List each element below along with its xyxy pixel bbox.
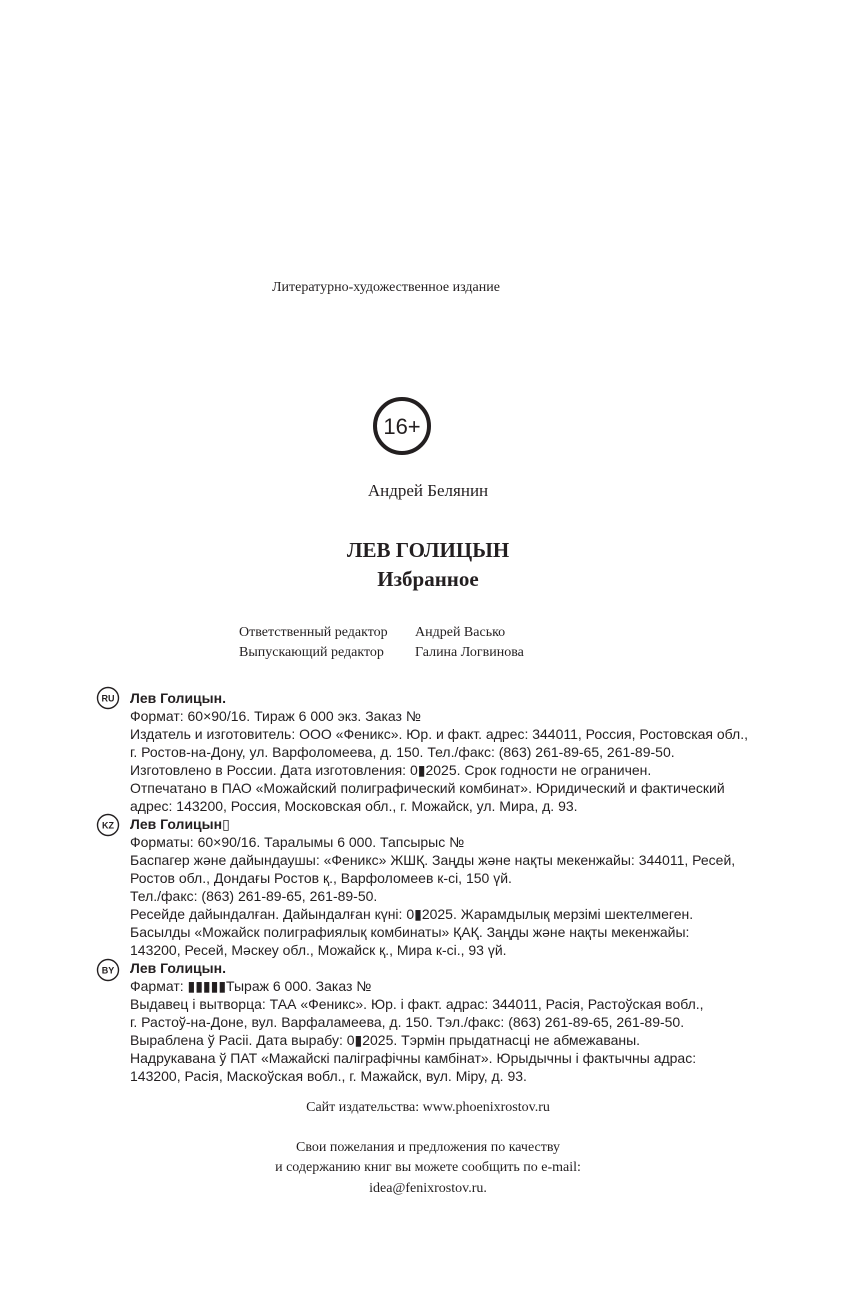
author-name: Андрей Белянин bbox=[367, 481, 489, 500]
age-rating-text: 16+ bbox=[383, 414, 421, 439]
imprint-line: Отпечатано в ПАО «Можайский полиграфический комбинат». Юридический и фактический bbox=[130, 780, 725, 796]
imprint-line: Выраблена ў Расіі. Дата вырабу: 0▮2025. Тэрмін прыдатнасці не абмежаваны. bbox=[130, 1032, 641, 1048]
imprint-line: Ресейде дайындалған. Дайындалған күні: 0▮2025. Жарамдылық мерзімі шектелмеген. bbox=[130, 906, 694, 922]
imprint-line: Формат: 60×90/16. Тираж 6 000 экз. Заказ № bbox=[130, 708, 421, 724]
imprint-line: г. Ростов-на-Дону, ул. Варфоломеева, д. 150. Тел./факс: (863) 261-89-65, 261-89-50. bbox=[130, 744, 675, 760]
imprint-line: 143200, Ресей, Мәскеу обл., Можайск қ., Мира к-сі., 93 үй. bbox=[130, 942, 507, 958]
imprint-kz bbox=[130, 815, 735, 959]
imprint-line: Басылды «Можайск полиграфиялық комбинаты» ҚАҚ. Заңды және нақты мекенжайы: bbox=[130, 924, 690, 940]
imprint-line: Ростов обл., Дондағы Ростов қ., Варфоломеев к-сі, 150 үй. bbox=[130, 870, 512, 886]
imprint-line: Издатель и изготовитель: ООО «Феникс». Юр. и факт. адрес: 344011, Россия, Ростовская обл., bbox=[130, 726, 749, 742]
book-title: ЛЕВ ГОЛИЦЫН bbox=[346, 538, 510, 562]
imprint-heading: Лев Голицын. bbox=[130, 960, 226, 976]
imprint-line: г. Растоў-на-Доне, вул. Варфаламеева, д. 150. Тэл./факс: (863) 261-89-65, 261-89-50. bbox=[130, 1014, 685, 1030]
age-rating-icon bbox=[372, 396, 432, 456]
editor-role: Выпускающий редактор bbox=[239, 645, 384, 660]
genre-label: Литературно-художественное издание bbox=[272, 280, 500, 295]
kz-badge-text: KZ bbox=[102, 820, 114, 831]
by-badge-icon bbox=[96, 958, 120, 982]
editor-name: Галина Логвинова bbox=[415, 645, 524, 660]
imprint-line: Надрукавана ў ПАТ «Мажайскі паліграфічны камбінат». Юрыдычны і фактычны адрас: bbox=[130, 1050, 697, 1066]
imprint-heading: Лев Голицын▯ bbox=[130, 816, 230, 832]
editor-row bbox=[239, 625, 505, 641]
imprint-by bbox=[130, 959, 704, 1085]
editor-name: Андрей Васько bbox=[415, 625, 506, 640]
by-badge bbox=[96, 958, 120, 982]
age-rating-badge bbox=[372, 396, 432, 456]
imprint-line: 143200, Расія, Маскоўская вобл., г. Мажайск, вул. Міру, д. 93. bbox=[130, 1068, 527, 1084]
ru-badge bbox=[96, 686, 120, 710]
imprint-line: адрес: 143200, Россия, Московская обл., г. Можайск, ул. Мира, д. 93. bbox=[130, 798, 578, 814]
ru-badge-icon bbox=[96, 686, 120, 710]
kz-badge-icon bbox=[96, 813, 120, 837]
imprint-ru bbox=[130, 689, 748, 815]
imprint-line: Баспагер және дайындаушы: «Феникс» ЖШҚ. Заңды және нақты мекенжайы: 344011, Ресей, bbox=[130, 852, 736, 868]
book-subtitle: Избранное bbox=[377, 567, 479, 591]
kz-badge bbox=[96, 813, 120, 837]
imprint-line: Форматы: 60×90/16. Таралымы 6 000. Тапсырыс № bbox=[130, 834, 465, 850]
imprint-line: Изготовлено в России. Дата изготовления: 0▮2025. Срок годности не ограничен. bbox=[130, 762, 652, 778]
editor-role: Ответственный редактор bbox=[239, 625, 388, 640]
editor-row bbox=[239, 645, 524, 661]
ru-badge-text: RU bbox=[101, 693, 115, 704]
imprint-line: Фармат: ▮▮▮▮▮Тыраж 6 000. Заказ № bbox=[130, 978, 372, 994]
feedback-line: Свои пожелания и предложения по качеству bbox=[295, 1140, 561, 1155]
feedback-email: idea@fenixrostov.ru. bbox=[369, 1181, 487, 1196]
publisher-website: Сайт издательства: www.phoenixrostov.ru bbox=[306, 1100, 550, 1115]
feedback-line: и содержанию книг вы можете сообщить по e-mail: bbox=[275, 1160, 581, 1175]
imprint-line: Тел./факс: (863) 261-89-65, 261-89-50. bbox=[130, 888, 378, 904]
by-badge-text: BY bbox=[101, 965, 115, 976]
imprint-heading: Лев Голицын. bbox=[130, 690, 226, 706]
imprint-line: Выдавец і вытворца: ТАА «Феникс». Юр. і факт. адрас: 344011, Расія, Растоўская вобл., bbox=[130, 996, 704, 1012]
